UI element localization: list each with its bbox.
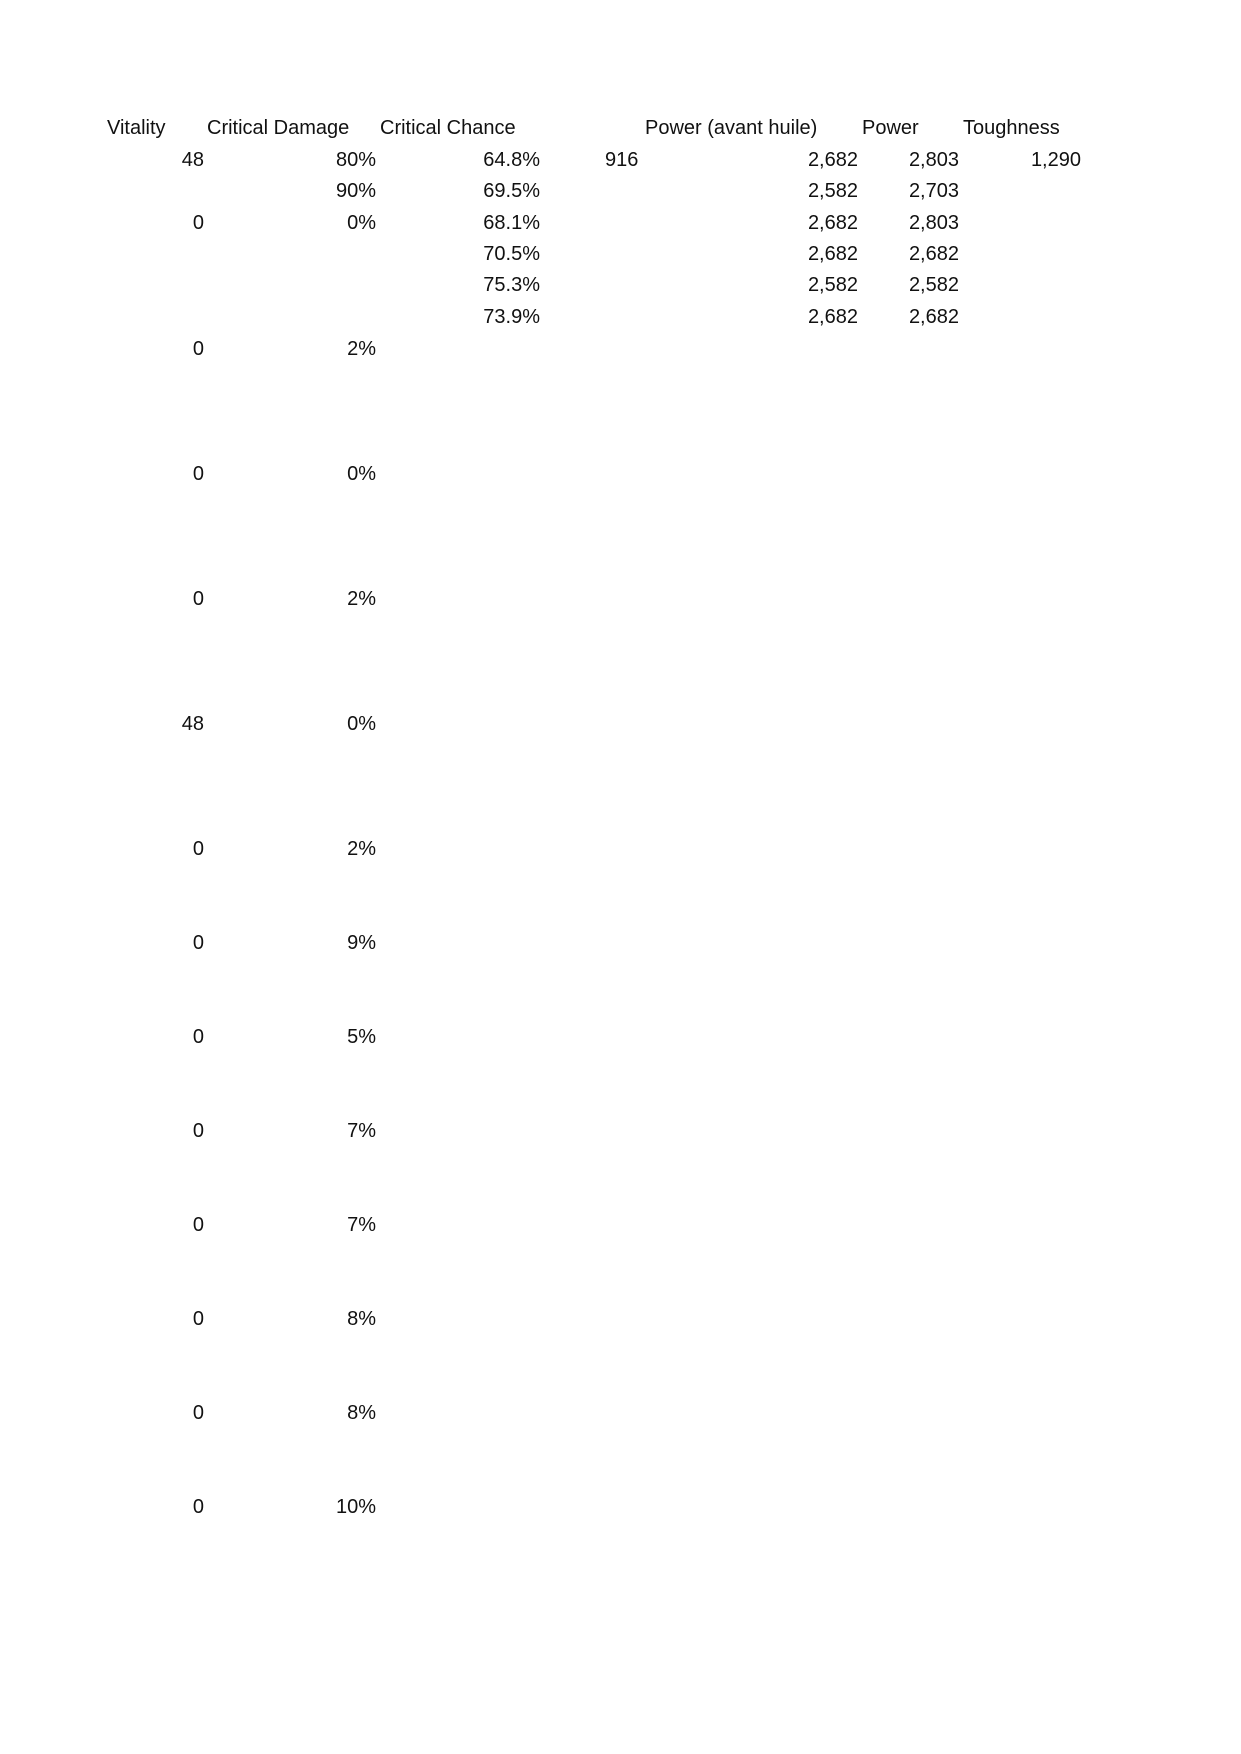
- vitality-cell: 0: [192, 463, 204, 485]
- power-cell: 2,582: [908, 274, 959, 296]
- vitality-cell: 0: [192, 932, 204, 954]
- vitality-cell: 0: [192, 588, 204, 610]
- critical-chance-cell: 64.8%: [483, 149, 540, 171]
- power-cell: 2,703: [908, 180, 959, 202]
- critical-damage-cell: 10%: [335, 1496, 376, 1518]
- critical-damage-cell: 5%: [347, 1026, 376, 1048]
- critical-damage-cell: 8%: [347, 1308, 376, 1330]
- critical-damage-cell: 2%: [347, 338, 376, 360]
- power-cell: 2,682: [908, 243, 959, 265]
- critical-damage-cell: 0%: [347, 463, 376, 485]
- power-avant-huile-cell: 2,582: [807, 274, 858, 296]
- vitality-cell: 0: [192, 1402, 204, 1424]
- power-cell: 2,803: [908, 212, 959, 234]
- header-power-avant-huile: Power (avant huile): [645, 117, 818, 139]
- power-avant-huile-cell: 2,582: [807, 180, 858, 202]
- critical-damage-cell: 80%: [335, 149, 376, 171]
- power-avant-huile-cell: 2,682: [807, 306, 858, 328]
- critical-chance-cell: 68.1%: [483, 212, 540, 234]
- vitality-cell: 0: [192, 1120, 204, 1142]
- critical-chance-cell: 73.9%: [483, 306, 540, 328]
- critical-damage-cell: 7%: [347, 1120, 376, 1142]
- power-cell: 2,803: [908, 149, 959, 171]
- critical-damage-cell: 0%: [347, 713, 376, 735]
- header-critical-chance: Critical Chance: [380, 117, 516, 139]
- critical-damage-cell: 7%: [347, 1214, 376, 1236]
- header-toughness: Toughness: [963, 117, 1060, 139]
- critical-damage-cell: 90%: [335, 180, 376, 202]
- vitality-cell: 48: [181, 713, 204, 735]
- vitality-cell: 0: [192, 1308, 204, 1330]
- critical-damage-cell: 2%: [347, 588, 376, 610]
- vitality-cell: 0: [192, 338, 204, 360]
- critical-damage-cell: 0%: [347, 212, 376, 234]
- header-critical-damage: Critical Damage: [207, 117, 350, 139]
- critical-chance-cell: 75.3%: [483, 274, 540, 296]
- header-power: Power: [862, 117, 919, 139]
- vitality-cell: 48: [181, 149, 204, 171]
- critical-damage-cell: 2%: [347, 838, 376, 860]
- critical-damage-cell: 9%: [347, 932, 376, 954]
- toughness-cell: 1,290: [1030, 149, 1081, 171]
- value-916: 916: [605, 149, 639, 171]
- power-avant-huile-cell: 2,682: [807, 243, 858, 265]
- power-cell: 2,682: [908, 306, 959, 328]
- header-vitality: Vitality: [107, 117, 166, 139]
- vitality-cell: 0: [192, 838, 204, 860]
- power-avant-huile-cell: 2,682: [807, 212, 858, 234]
- critical-chance-cell: 69.5%: [483, 180, 540, 202]
- vitality-cell: 0: [192, 212, 204, 234]
- vitality-cell: 0: [192, 1214, 204, 1236]
- critical-chance-cell: 70.5%: [483, 243, 540, 265]
- power-avant-huile-cell: 2,682: [807, 149, 858, 171]
- critical-damage-cell: 8%: [347, 1402, 376, 1424]
- vitality-cell: 0: [192, 1496, 204, 1518]
- vitality-cell: 0: [192, 1026, 204, 1048]
